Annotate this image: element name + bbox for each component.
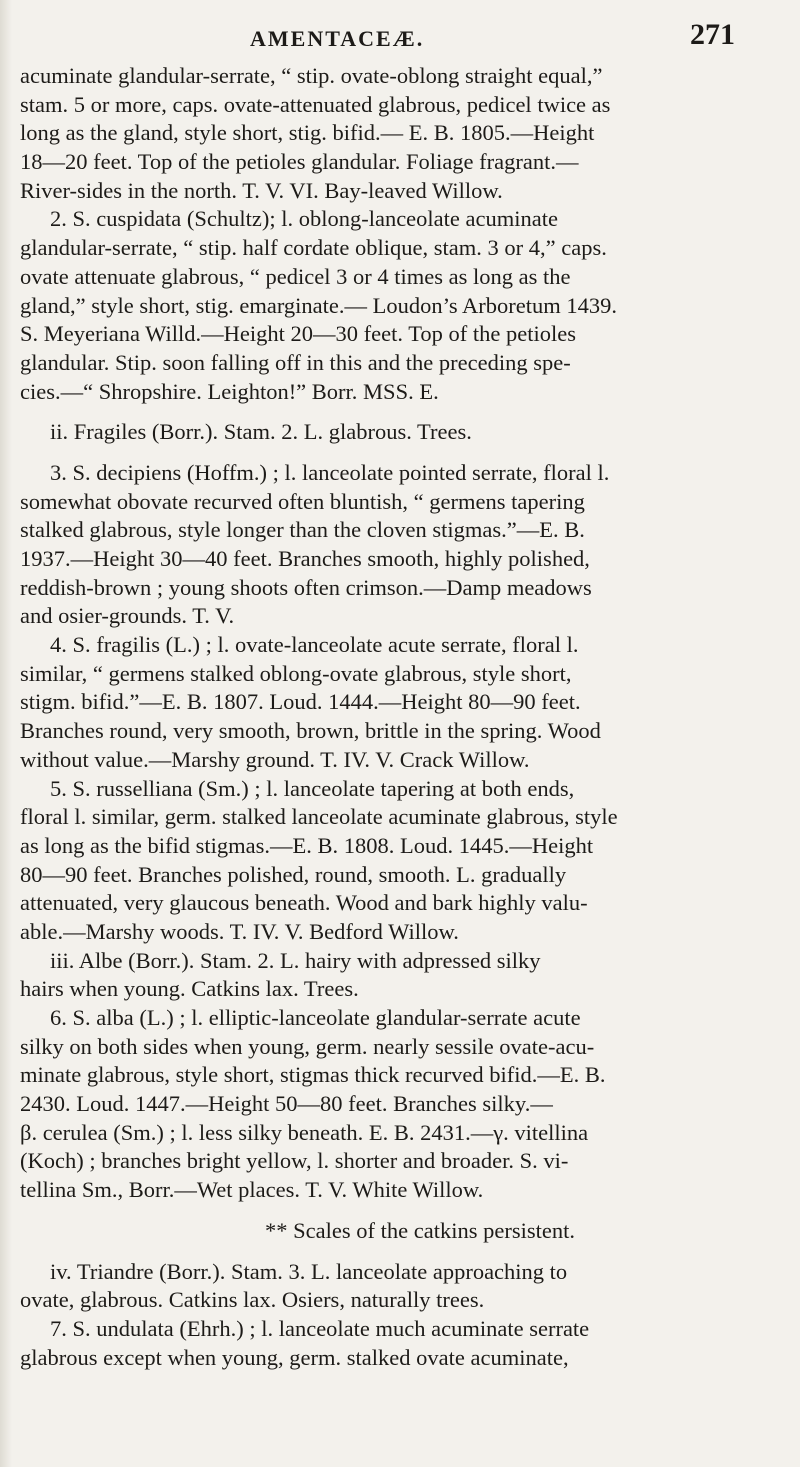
text-line: 18—20 feet. Top of the petioles glandular. Foliage fragrant.— [20,149,579,175]
text-line: stam. 5 or more, caps. ovate-attenuated glabrous, pedicel twice as [20,91,611,117]
text-line: glabrous except when young, germ. stalked ovate acuminate, [20,1344,569,1370]
text-line: Branches round, very smooth, brown, brittle in the spring. Wood [20,718,601,744]
text-line: cies.—“ Shropshire. Leighton!” Borr. MSS. E. [20,378,439,404]
text-line: acuminate glandular-serrate, “ stip. ovate-oblong straight equal,” [20,63,603,88]
text-line: (Koch) ; branches bright yellow, l. shorter and broader. S. vi- [20,1148,569,1174]
page-edge [0,0,12,1467]
page-header [0,8,800,58]
text-line: ovate, glabrous. Catkins lax. Osiers, naturally trees. [20,1287,485,1313]
text-line: glandular. Stip. soon falling off in this and the preceding spe- [20,349,571,375]
section-heading-line: ii. Fragiles (Borr.). Stam. 2. L. glabrous. Trees. [50,419,472,445]
text-line: 1937.—Height 30—40 feet. Branches smooth, highly polished, [20,546,590,571]
text-line: without value.—Marshy ground. T. IV. V. Crack Willow. [20,746,530,772]
text-line: ovate attenuate glabrous, “ pedicel 3 or 4 times as long as the [20,263,571,289]
text-line: as long as the bifid stigmas.—E. B. 1808. Loud. 1445.—Height [20,832,594,858]
species-entry-line: 5. S. russelliana (Sm.) ; l. lanceolate tapering at both ends, [50,775,575,801]
subsection-heading-line: ** Scales of the catkins persistent. [265,1217,575,1243]
text-line: hairs when young. Catkins lax. Trees. [20,976,359,1002]
text-line: stalked glabrous, style longer than the cloven stigmas.”—E. B. [20,517,585,543]
text-line: 80—90 feet. Branches polished, round, smooth. L. gradually [20,861,567,887]
section-heading-line: iii. Albe (Borr.). Stam. 2. L. hairy with adpressed silky [50,947,541,973]
text-line: glandular-serrate, “ stip. half cordate oblique, stam. 3 or 4,” caps. [20,235,607,261]
species-entry-line: 7. S. undulata (Ehrh.) ; l. lanceolate much acuminate serrate [50,1315,590,1341]
text-line: and osier-grounds. T. V. [20,603,235,629]
text-line: reddish-brown ; young shoots often crimson.—Damp meadows [20,574,592,600]
body-text [20,62,790,1372]
page-number: 271 [690,18,735,51]
species-entry-line: 3. S. decipiens (Hoffm.) ; l. lanceolate pointed serrate, floral l. [50,459,610,485]
species-entry-line: 2. S. cuspidata (Schultz); l. oblong-lanceolate acuminate [50,206,558,232]
text-line: minate glabrous, style short, stigmas thick recurved bifid.—E. B. [20,1062,606,1088]
running-title: AMENTACEÆ. [250,26,425,51]
text-line: attenuated, very glaucous beneath. Wood and bark highly valu- [20,890,588,916]
text-line: floral l. similar, germ. stalked lanceolate acuminate glabrous, style [20,804,618,830]
text-line: River-sides in the north. T. V. VI. Bay-leaved Willow. [20,177,503,203]
species-entry-line: 4. S. fragilis (L.) ; l. ovate-lanceolate acute serrate, floral l. [50,632,579,658]
text-line: stigm. bifid.”—E. B. 1807. Loud. 1444.—Height 80—90 feet. [20,689,581,715]
text-line: tellina Sm., Borr.—Wet places. T. V. White Willow. [20,1177,484,1203]
text-line: 2430. Loud. 1447.—Height 50—80 feet. Branches silky.— [20,1091,553,1117]
text-line: long as the gland, style short, stig. bifid.— E. B. 1805.—Height [20,120,595,146]
text-line: similar, “ germens stalked oblong-ovate glabrous, style short, [20,660,572,686]
section-heading-line: iv. Triandre (Borr.). Stam. 3. L. lanceolate approaching to [50,1258,568,1284]
species-entry-line: 6. S. alba (L.) ; l. elliptic-lanceolate glandular-serrate acute [50,1005,581,1030]
text-line: S. Meyeriana Willd.—Height 20—30 feet. Top of the petioles [20,321,576,347]
text-line: silky on both sides when young, germ. nearly sessile ovate-acu- [20,1033,595,1059]
text-line: gland,” style short, stig. emarginate.— Loudon’s Arboretum 1439. [20,292,617,318]
text-line: somewhat obovate recurved often bluntish, “ germens tapering [20,488,585,514]
text-line: β. cerulea (Sm.) ; l. less silky beneath. E. B. 2431.—γ. vitellina [20,1119,589,1145]
text-line: able.—Marshy woods. T. IV. V. Bedford Willow. [20,918,459,944]
